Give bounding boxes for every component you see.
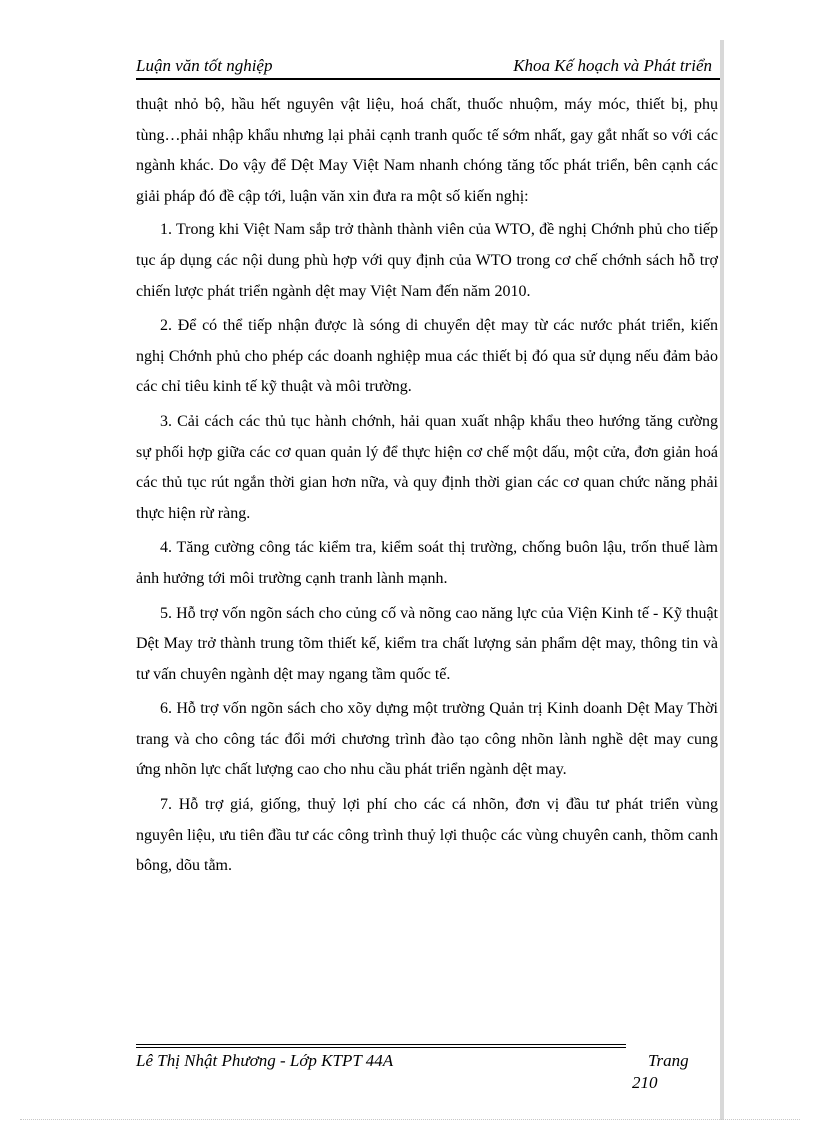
page-header	[136, 54, 720, 80]
footer-page-label: Trang	[648, 1051, 689, 1070]
recommendation-item-2: 2. Để có thể tiếp nhận được là sóng di chuyển dệt may từ các nước phát triển, kiến nghị Chớnh phủ cho phép các doanh nghiệp mua các thiết bị đó qua sử dụng nếu đảm bảo các chỉ tiêu kinh tế kỹ thuật và môi trường.	[136, 317, 718, 396]
recommendation-item-7: 7. Hỗ trợ giá, giống, thuỷ lợi phí cho các cá nhõn, đơn vị đầu tư phát triển vùng nguyên liệu, ưu tiên đầu tư các công trình thuỷ lợi thuộc các vùng chuyên canh, thõm canh bông, dõu tằm.	[136, 796, 718, 875]
header-faculty-label: Khoa Kế hoạch và Phát triển	[513, 56, 712, 75]
recommendation-item-1: 1. Trong khi Việt Nam sắp trở thành thành viên của WTO, đề nghị Chớnh phủ cho tiếp tục áp dụng các nội dung phù hợp với quy định của WTO trong cơ chế chớnh sách hỗ trợ chiến lược phát triển ngành dệt may Việt Nam đến năm 2010.	[136, 221, 718, 300]
footer-divider	[136, 1044, 626, 1045]
intro-paragraph: thuật nhỏ bộ, hầu hết nguyên vật liệu, hoá chất, thuốc nhuộm, máy móc, thiết bị, phụ tùng…phải nhập khẩu nhưng lại phải cạnh tranh quốc tế sớm nhất, gay gắt nhất so với các ngành khác. Do vậy để Dệt May Việt Nam nhanh chóng tăng tốc phát triển, bên cạnh các giải pháp đó đề cập tới, luận văn xin đưa ra một số kiến nghị:	[136, 96, 718, 205]
page-edge-shadow	[720, 40, 724, 1120]
body-text	[136, 90, 718, 886]
recommendation-item-3: 3. Cải cách các thủ tục hành chớnh, hải quan xuất nhập khẩu theo hướng tăng cường sự phối hợp giữa các cơ quan quản lý để thực hiện cơ chế một dấu, một cửa, đơn giản hoá các thủ tục rút ngắn thời gian hơn nữa, và quy định thời gian các cơ quan chức năng phải thực hiện rừ ràng.	[136, 412, 718, 522]
recommendation-item-6: 6. Hỗ trợ vốn ngõn sách cho xõy dựng một trường Quản trị Kinh doanh Dệt May Thời trang và cho công tác đổi mới chương trình đào tạo công nhõn lành nghề dệt may cung ứng nhõn lực chất lượng cao cho nhu cầu phát triển ngành dệt may.	[136, 700, 718, 779]
header-thesis-label: Luận văn tốt nghiệp	[136, 56, 273, 75]
recommendation-item-5: 5. Hỗ trợ vốn ngõn sách cho củng cố và nõng cao năng lực của Viện Kinh tế - Kỹ thuật Dệt May trở thành trung tõm thiết kế, kiểm tra chất lượng sản phẩm dệt may, thông tin và tư vấn chuyên ngành dệt may ngang tầm quốc tế.	[136, 604, 718, 683]
footer-divider-double	[136, 1047, 626, 1048]
footer-author: Lê Thị Nhật Phương - Lớp KTPT 44A	[136, 1051, 394, 1070]
recommendation-item-4: 4. Tăng cường công tác kiểm tra, kiểm soát thị trường, chống buôn lậu, trốn thuế làm ảnh hưởng tới môi trường cạnh tranh lành mạnh.	[136, 539, 718, 587]
page-number: 210	[632, 1073, 658, 1092]
page-bottom-border	[20, 1119, 800, 1120]
